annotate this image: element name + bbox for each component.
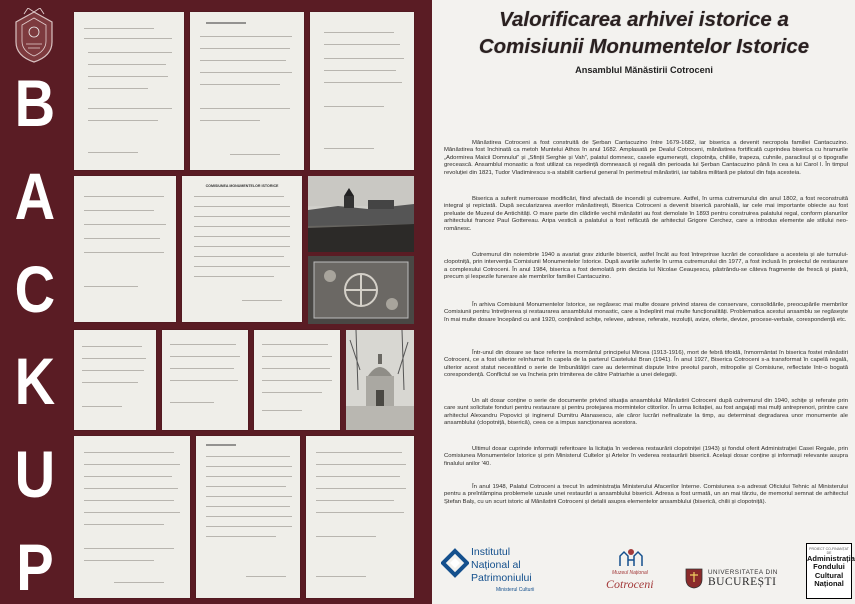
letter-u: U: [14, 437, 56, 512]
inp-line-3: Patrimoniului: [471, 572, 532, 584]
university-name-line-2: BUCUREȘTI: [708, 576, 777, 588]
coat-of-arms-icon: [8, 8, 60, 64]
inp-ministry-label: Ministerul Culturii: [496, 587, 535, 593]
archive-document-typed: [196, 436, 300, 598]
university-name-line-1: UNIVERSITATEA DIN: [708, 569, 778, 576]
university-bucharest-crest-icon: [684, 567, 704, 589]
paragraph-7: Ultimul dosar cuprinde informații referitoare la licitația în vederea restaurării clopotniței (1943) și fondul oferit Administrației Casei Regale, prin Comisiunea Monumentelor Istorice și prin Ministerul Cultelor și Artelor în vederea restaurării bisericii. Același dosar conține și informații relevante asupra finalului anilor '40.: [444, 446, 848, 467]
backup-vertical-text: [4, 66, 66, 604]
title-line-2: Comisiunii Monumentelor Istorice: [478, 35, 810, 58]
panel-subtitle: Ansamblul Mănăstirii Cotroceni: [575, 65, 713, 75]
afcn-line-1: Administrația: [807, 554, 855, 563]
inp-line-1: Institutul: [471, 546, 511, 558]
afcn-line-2: Fondului: [813, 562, 845, 572]
letter-c: C: [14, 251, 56, 326]
paragraph-8: În anul 1948, Palatul Cotroceni a trecut în administrația Ministerului Afacerilor Interne. Comisiunea s-a adresat Oficiului Tehnic al Ministerului pentru a preîntâmpina problemele uzuale unei restaurări a ansamblului bisericii. Adresa a fost urmată, un an mai târziu, de memoriul semnat de arhitectul Ștefan Balș, cu un scurt istoric al Mănăstirii Cotroceni și detalii asupra elementelor ansamblului (biserică, chilii și clopotniță).: [444, 484, 848, 505]
inp-logo-text: [471, 546, 532, 585]
letter-p: P: [16, 529, 54, 604]
archive-document: [306, 436, 414, 598]
afcn-line-3: Cultural: [814, 570, 844, 580]
historic-photo-monastery-aerial: [308, 176, 414, 252]
archive-document-typed: [182, 176, 302, 322]
archive-document: [74, 176, 176, 322]
paragraph-5: Într-unul din dosare se face referire la mormântul principelui Mircea (1913-1916), mort de febră tifoidă, înmormântat în biserica fostei mănăstiri Cotroceni, ce a fost ulterior reînhumat în capela de la parterul Castelului Bran (1941). În anul 1927, Biserica Cotroceni s-a transformat în capelă regală, ulterior acest statut necesitând o serie de îmbunătățiri care au determinat dispute între preotul paroh, mitropolie și Comisiune, reflectate într-o bogată corespondență. Conflictul se va încheia prin trimiterea de către Patriarhie a unei delegații.: [444, 350, 848, 379]
archive-document: [162, 330, 248, 430]
letter-a: A: [14, 158, 56, 233]
paragraph-1: Mănăstirea Cotroceni a fost construită de Șerban Cantacuzino între 1679-1682, iar biserica a devenit necropola familiei Cantacuzino. Mănăstirea fost închinată ca metoh Muntelui Athos în anul 1682. Amplasată pe Dealul Cotroceni, mănăstirea fortificată cuprindea biserica cu hramurile „Adormirea Maicii Domnului” și „Sfinții Serghie și Vah”, palatul domnesc, casele egumenești, clopotnița, chiliile, trapeza, cuhnile, paraclisul și o tipografie grecească. Ansamblul monastic a fost utilizat ca reședință domnească și regală din perioada lui Șerban Cantacuzino până în cea a lui Carol I. În timpul revoluției din 1821, Tudor Vladimirescu s-a stabilit cartierul general în perimetrul mănăstirii, iar tabăra militară pe platoul din fața acesteia.: [444, 140, 848, 176]
historic-photo-church: [346, 330, 414, 430]
letter-k: K: [14, 344, 56, 419]
cotroceni-museum-small-label: Muzeul Național: [612, 570, 648, 576]
paragraph-2: Biserica a suferit numeroase modificări, fiind afectată de incendii și cutremure. Astfel, în urma cutremurului din anul 1802, a fost reconstruită integral și repictată. După secularizarea averilor mănăstirești, Biserica Cotroceni a devenit biserică parohială, iar cele mai importante obiecte au fost preluate de Muzeul de Antichități. O mare parte din clădirile vechii mănăstiri au fost demolate în 1893 pentru construirea palatului regal, conform planurilor arhitectului francez Paul Gottereau. Aripa vestică a palatului a fost refăcută de arhitectul Grigore Cerchez, care a introdus elemente ale stilului neo-românesc.: [444, 196, 848, 232]
cotroceni-museum-name: Cotroceni: [606, 577, 654, 591]
archive-document: [74, 12, 184, 170]
archive-document: [74, 330, 156, 430]
afcn-line-4: Național: [814, 578, 844, 588]
inp-line-2: Național al: [471, 559, 521, 571]
panel-title: [440, 6, 848, 60]
paragraph-3: Cutremurul din noiembrie 1940 a avariat grav zidurile bisericii, astfel încât au fost întreprinse lucrări de consolidare a acesteia și ale turnului-clopotniță, prin intervenția Comisiunii Monumentelor Istorice. După avariile suferite în urma cutremurului din 1977, a fost inclusă în proiectul de restaurare a complexului Cotroceni. În anul 1984, biserica a fost demolată prin decizia lui Nicolae Ceaușescu, păstrându-se câteva fragmente de frescă și piatră, precum și lespezile funerare ale membrilor familiei Cantacuzino.: [444, 252, 848, 281]
title-line-1: Valorificarea arhivei istorice a: [499, 8, 789, 31]
historic-photo-fresco-fragment: [308, 256, 414, 324]
inp-logo-icon: [441, 545, 469, 593]
afcn-logo: [806, 543, 855, 599]
document-header-text: COMISIUNEA MONUMENTELOR ISTORICE: [205, 184, 279, 188]
afcn-cofinanced-label: PROIECT CO-FINANȚAT DE: [809, 547, 849, 555]
paragraph-6: Un alt dosar conține o serie de documente privind situația ansamblului Mănăstirii Cotroceni după cutremurul din 1940, schițe și referate prin care sunt solicitate fonduri pentru restaurare și pentru protejarea mormintelor ctitorilor. În urma licitației, au fost angajați mai mulți antreprenori, printre care arhitectul Alexandru Popovici și inginerul Dumitru Atanasescu, ale căror lucrări nefinalizate la timp, au determinat degradarea unor monumente ale ansamblului (clopotniță, biserică), ceea ce a impus sancționarea acestora.: [444, 398, 848, 427]
paragraph-4: În arhiva Comisiunii Monumentelor Istorice, se regăsesc mai multe dosare privind starea de conservare, consolidările, preocupările membrilor Comisiunii pentru întreținerea și restaurarea ansamblului monastic, care a îndeplinit mai multe funcționalități. Problematica acestui ansamblu se regăsește în mai multe dosare începând cu anii 1920, conținând schițe, relevee, adrese, referate, rezoluții, avize, oferte, devize, procese-verbale, corespondență etc.: [444, 302, 848, 323]
archive-document: [190, 12, 304, 170]
archive-document: [310, 12, 414, 170]
cotroceni-museum-logo-icon: [614, 546, 648, 570]
letter-b: B: [14, 66, 56, 140]
archive-document: [74, 436, 190, 598]
archive-document: [254, 330, 340, 430]
